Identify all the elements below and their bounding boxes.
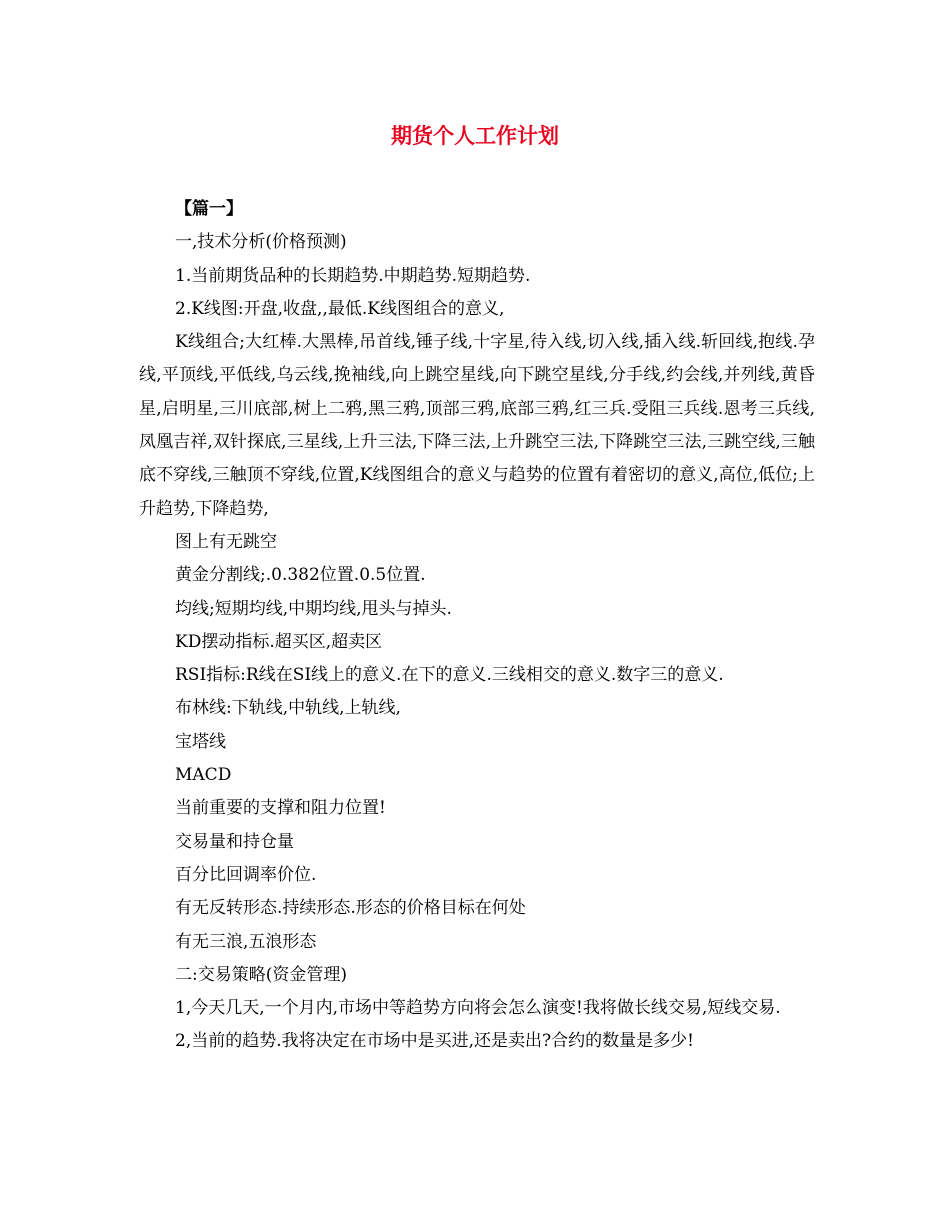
paragraph: 均线;短期均线,中期均线,甩头与掉头.	[175, 598, 452, 619]
paragraph: 图上有无跳空	[175, 531, 277, 552]
paragraph: 1.当前期货品种的长期趋势.中期趋势.短期趋势.	[175, 265, 531, 286]
paragraph: MACD	[175, 765, 232, 786]
paragraph: 1,今天几天,一个月内,市场中等趋势方向将会怎么演变!我将做长线交易,短线交易.	[175, 998, 781, 1019]
paragraph: 布林线:下轨线,中轨线,上轨线,	[175, 698, 401, 719]
paragraph: 交易量和持仓量	[175, 831, 294, 852]
paragraph: 有无反转形态.持续形态.形态的价格目标在何处	[175, 898, 526, 919]
paragraph-trading-strategy: 二:交易策略(资金管理)	[175, 964, 347, 985]
paragraph: 百分比回调率价位.	[175, 864, 317, 885]
paragraph-k-line-combinations: K线组合;大红棒.大黑棒,吊首线,锤子线,十字星,待入线,切入线,插入线.斩回线,抱线.孕线,平顶线,平低线,乌云线,挽袖线,向上跳空星线,向下跳空星线,分手线,约会线,并列线,黄昏星,启明星,三川底部,树上二鸦,黑三鸦,顶部三鸦,底部三鸦,红三兵.受阻三兵线.恩考三兵线,凤凰吉祥,双针探底,三星线,上升三法,下降三法,上升跳空三法,下降跳空三法,三跳空线,三触底不穿线,三触顶不穿线,位置,K线图组合的意义与趋势的位置有着密切的意义,高位,低位;上升趋势,下降趋势,	[139, 332, 815, 519]
document-title: 期货个人工作计划	[391, 124, 559, 148]
paragraph: 有无三浪,五浪形态	[175, 931, 317, 952]
paragraph: KD摆动指标.超买区,超卖区	[175, 631, 383, 652]
paragraph: 当前重要的支撑和阻力位置!	[175, 798, 386, 819]
paragraph: 黄金分割线;.0.382位置.0.5位置.	[175, 565, 426, 586]
paragraph: 2,当前的趋势.我将决定在市场中是买进,还是卖出?合约的数量是多少!	[175, 1031, 694, 1052]
paragraph: RSI指标:R线在SI线上的意义.在下的意义.三线相交的意义.数字三的意义.	[175, 665, 724, 686]
paragraph: 2.K线图:开盘,收盘,,最低.K线图组合的意义,	[175, 298, 505, 319]
paragraph-technical-analysis: 一,技术分析(价格预测)	[175, 232, 347, 253]
document-body	[139, 193, 815, 1059]
section-heading: 【篇一】	[175, 199, 243, 219]
paragraph: 宝塔线	[175, 731, 226, 752]
